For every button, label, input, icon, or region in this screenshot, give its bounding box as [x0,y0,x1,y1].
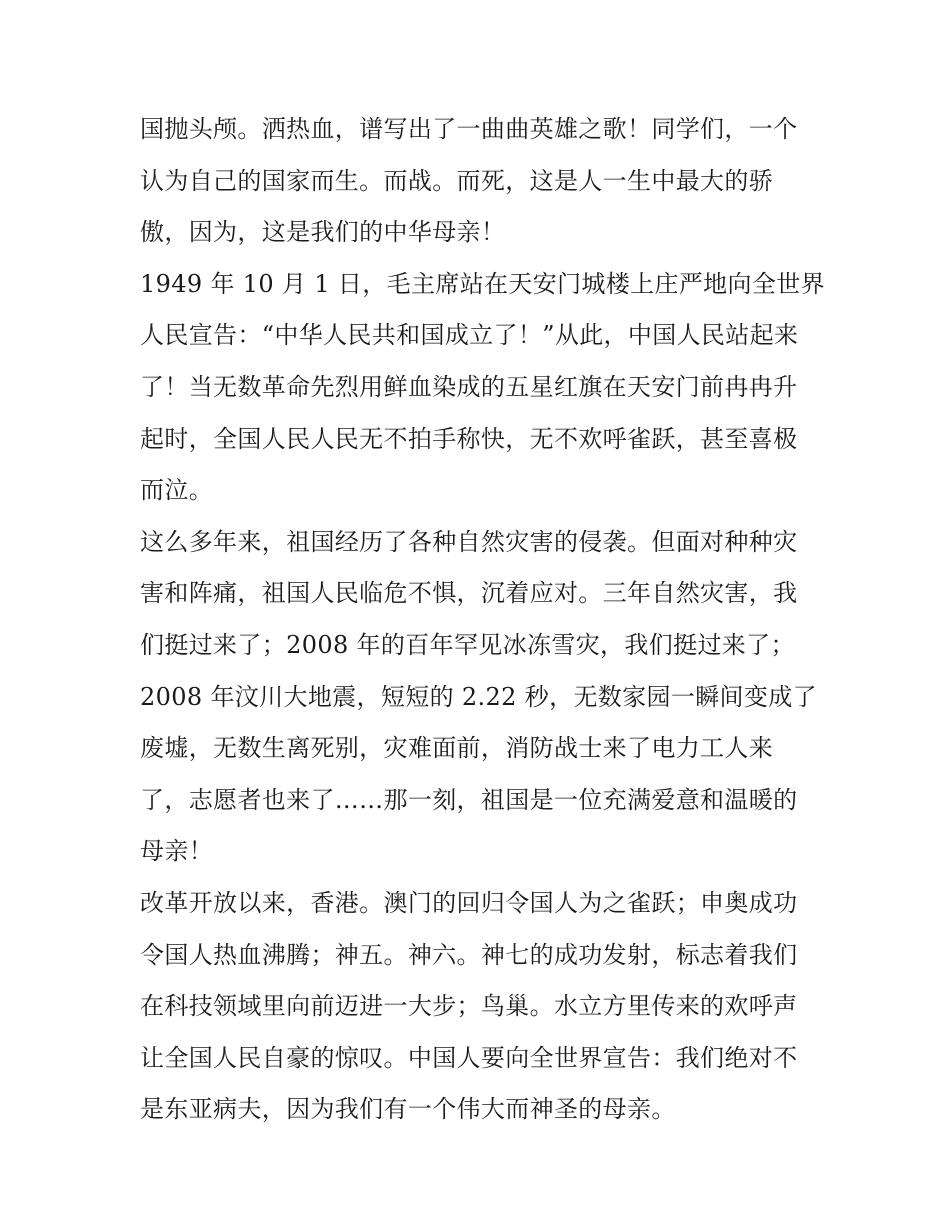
text-line: 2008 年汶川大地震，短短的 2.22 秒，无数家园一瞬间变成了 [140,682,817,711]
text-line: 母亲！ [140,837,214,866]
text-line: 改革开放以来，香港。澳门的回归令国人为之雀跃；申奥成功 [140,888,798,917]
text-line: 们挺过来了；2008 年的百年罕见冰冻雪灾，我们挺过来了； [140,630,795,659]
text-line: 令国人热血沸腾；神五。神六。神七的成功发射，标志着我们 [140,940,798,969]
document-body [140,104,825,1136]
text-line: 在科技领域里向前迈进一大步；鸟巢。水立方里传来的欢呼声 [140,992,798,1021]
text-line: 让全国人民自豪的惊叹。中国人要向全世界宣告：我们绝对不 [140,1043,798,1072]
text-line: 了！当无数革命先烈用鲜血染成的五星红旗在天安门前冉冉升 [140,372,798,401]
text-line: 认为自己的国家而生。而战。而死，这是人一生中最大的骄 [140,166,774,195]
text-line: 这么多年来，祖国经历了各种自然灾害的侵袭。但面对种种灾 [140,527,798,556]
text-line: 废墟，无数生离死别，灾难面前，消防战士来了电力工人来 [140,734,774,763]
text-line: 1949 年 10 月 1 日，毛主席站在天安门城楼上庄严地向全世界 [140,269,825,298]
text-line: 傲，因为，这是我们的中华母亲！ [140,218,506,247]
text-line: 害和阵痛，祖国人民临危不惧，沉着应对。三年自然灾害，我 [140,579,798,608]
text-line: 人民宣告：“中华人民共和国成立了！”从此，中国人民站起来 [140,321,799,350]
text-line: 了，志愿者也来了……那一刻，祖国是一位充满爱意和温暖的 [140,785,798,814]
text-line: 而泣。 [140,476,214,505]
text-line: 是东亚病夫，因为我们有一个伟大而神圣的母亲。 [140,1095,676,1124]
text-line: 国抛头颅。洒热血，谱写出了一曲曲英雄之歌！同学们，一个 [140,115,798,143]
text-line: 起时，全国人民人民无不拍手称快，无不欢呼雀跃，甚至喜极 [140,424,798,453]
